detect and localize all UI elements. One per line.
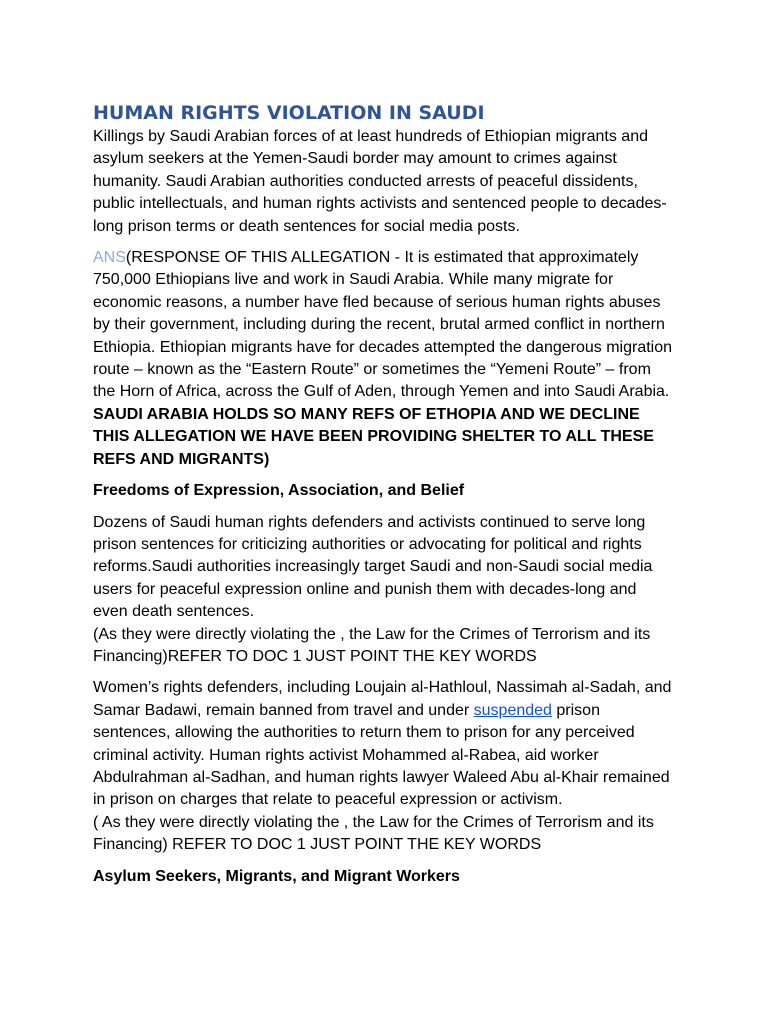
womens-rights-note: ( As they were directly violating the , the Law for the Crimes of Terrorism and its Financing) REFER TO DOC 1 JUST POINT THE KEY WORDS	[93, 813, 654, 854]
intro-paragraph: Killings by Saudi Arabian forces of at least hundreds of Ethiopian migrants and asylum seekers at the Yemen-Saudi border may amount to crimes against humanity. Saudi Arabian authorities conducted arrests of peaceful dissidents, public intellectuals, and human rights activists and sentenced people to decades-long prison terms or death sentences for social media posts.	[93, 128, 667, 235]
womens-rights-text-end: prison sentences, allowing the authorities to return them to prison for any perceived criminal activity. Human rights activist Mohammed al-Rabea, aid worker Abdulrahman al-Sadhan, and human rights lawyer Waleed Abu al-Khair remained in prison on charges that relate to peaceful expression or activism.	[93, 701, 670, 809]
document-title: HUMAN RIGHTS VIOLATION IN SAUDI	[93, 102, 485, 124]
suspended-link[interactable]: suspended	[473, 701, 552, 719]
womens-rights-paragraph	[93, 677, 675, 811]
section-heading-freedoms: Freedoms of Expression, Association, and Belief	[93, 482, 465, 500]
freedoms-paragraph: Dozens of Saudi human rights defenders and activists continued to serve long prison sentences for criticizing authorities or advocating for political and rights reforms.Saudi authorities increasingly target Saudi and non-Saudi social media users for peaceful expression online and punish them with decades-long and even death sentences.	[93, 513, 653, 621]
answer-body: (RESPONSE OF THIS ALLEGATION - It is estimated that approximately 750,000 Ethiopians live and work in Saudi Arabia. While many migrate for economic reasons, a number have fled because of serious human rights abuses by their government, including during the recent, brutal armed conflict in northern Ethiopia. Ethiopian migrants have for decades attempted the dangerous migration route – known as the “Eastern Route” or sometimes the “Yemeni Route” – from the Horn of Africa, across the Gulf of Aden, through Yemen and into Saudi Arabia.	[93, 249, 673, 401]
document-page	[93, 100, 675, 897]
womens-rights-text-start: Women’s rights defenders, including Loujain al-Hathloul, Nassimah al-Sadah, and Samar Badawi, remain banned from travel and under	[93, 679, 672, 719]
section-heading-asylum: Asylum Seekers, Migrants, and Migrant Workers	[93, 867, 460, 885]
answer-bold-tail: SAUDI ARABIA HOLDS SO MANY REFS OF ETHOPIA AND WE DECLINE THIS ALLEGATION WE HAVE BEEN PROVIDING SHELTER TO ALL THESE REFS AND MIGRANTS)	[93, 405, 654, 468]
answer-paragraph	[93, 247, 675, 471]
freedoms-note: (As they were directly violating the , the Law for the Crimes of Terrorism and its Financing)REFER TO DOC 1 JUST POINT THE KEY WORDS	[93, 625, 651, 665]
ans-label: ANS	[93, 249, 126, 267]
